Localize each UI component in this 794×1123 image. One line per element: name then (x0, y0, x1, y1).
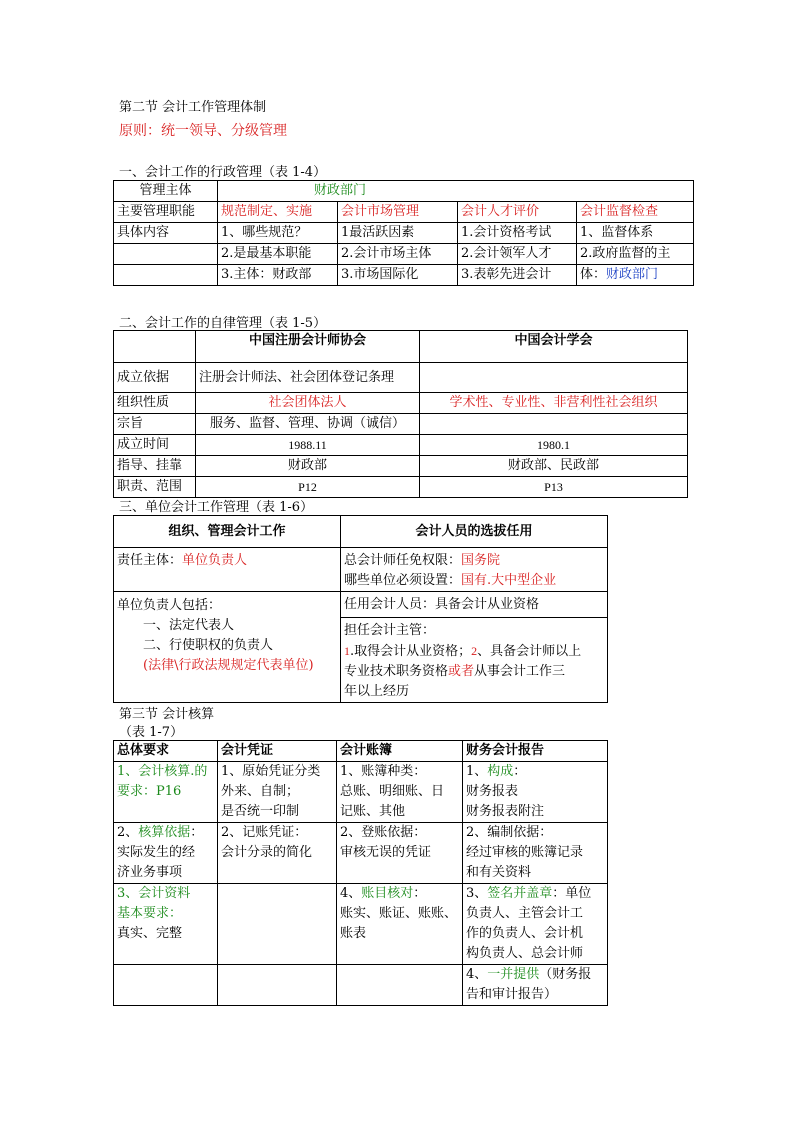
line: 财务报表附注 (466, 804, 545, 819)
keyword: 一并提供 (487, 967, 540, 982)
r2c3 (337, 823, 463, 884)
keyword: 构成 (487, 764, 514, 779)
table-cell: 1、监督体系 (577, 223, 694, 244)
basis-value: 注册会计师法、社会团体登记条理 (196, 363, 420, 393)
table-cell (114, 244, 218, 265)
head-organize: 组织、管理会计工作 (114, 516, 341, 548)
mgr-text: 年以上经历 (344, 684, 410, 699)
r1c3 (337, 762, 463, 823)
line: 总账、明细账、日 (340, 784, 445, 799)
line: 告和审计报告） (466, 987, 558, 1002)
duty-label: 主要管理职能 (114, 202, 218, 223)
which-value: 国有.大中型企业 (461, 573, 557, 588)
table-1-7-caption: （表 1-7） (119, 725, 184, 740)
r4c4 (463, 965, 608, 1006)
line: 账表 (340, 926, 367, 941)
scope-label: 职责、范围 (114, 477, 196, 498)
subject-value: 财政部门 (218, 181, 694, 202)
head-select: 会计人员的选拔任用 (341, 516, 608, 548)
which-label: 哪些单位必须设置： (344, 573, 462, 588)
table-1-4 (113, 180, 694, 286)
hire-cell: 任用会计人员：具备会计从业资格 (341, 592, 608, 618)
table-cell (420, 414, 688, 435)
resp-value: 单位负责人 (182, 553, 248, 568)
table-cell: 3.市场国际化 (338, 265, 458, 286)
line: 财务报表 (466, 784, 519, 799)
head-ledger: 会计账簿 (337, 741, 463, 762)
incl-title: 单位负责人包括： (117, 598, 222, 613)
scope-society: P13 (420, 477, 688, 498)
mgr-label: 担任会计主管： (344, 623, 436, 638)
r2c4 (463, 823, 608, 884)
subject-label: 管理主体 (114, 181, 218, 202)
keyword: 核算依据 (138, 825, 191, 840)
table-1-5 (113, 330, 688, 498)
r1c1 (114, 762, 218, 823)
table-cell: 3.主体：财政部 (218, 265, 338, 286)
r1c2 (218, 762, 337, 823)
duty-3: 会计人才评价 (458, 202, 577, 223)
r2c2 (218, 823, 337, 884)
num: 4、 (466, 967, 488, 982)
line: 1、账簿种类： (340, 764, 427, 779)
incl-item: 二、行使职权的负责人 (143, 638, 274, 653)
duty-4: 会计监督检查 (577, 202, 694, 223)
table-cell: 3.表彰先进会计 (458, 265, 577, 286)
table-cell: 2.是最基本职能 (218, 244, 338, 265)
mgr-text: .取得会计从业资格； (350, 644, 472, 659)
line: 审核无误的凭证 (340, 845, 432, 860)
guide-label: 指导、挂靠 (114, 456, 196, 477)
table-cell (114, 265, 218, 286)
table-cell (218, 884, 337, 965)
line: 济业务事项 (117, 865, 183, 880)
line: 2、记账凭证： (221, 825, 308, 840)
line: 2、编制依据： (466, 825, 553, 840)
chief-value: 国务院 (461, 553, 501, 568)
duty-2: 会计市场管理 (338, 202, 458, 223)
text: （财务报 (539, 967, 592, 982)
text: ： (413, 886, 427, 901)
r3c1 (114, 884, 218, 965)
time-society: 1980.1 (420, 435, 688, 456)
table-cell: 2.会计领军人才 (458, 244, 577, 265)
r1c4 (463, 762, 608, 823)
section2-title: 第二节 会计工作管理体制 (119, 100, 267, 115)
mgr-text: 、具备会计师以上 (477, 644, 582, 659)
keyword: 签名并盖章 (487, 886, 553, 901)
keyword: 账目核对 (361, 886, 414, 901)
mgr-text: 专业技术职务资格 (344, 664, 449, 679)
line: 2、登账依据： (340, 825, 427, 840)
aim-value: 服务、监督、管理、协调（诚信） (196, 414, 420, 435)
table-1-7 (113, 740, 608, 1006)
line: 会计分录的简化 (221, 845, 313, 860)
table-cell: 2.会计市场主体 (338, 244, 458, 265)
line: 1、原始凭证分类 (221, 764, 321, 779)
table-cell: 2.政府监督的主 (577, 244, 694, 265)
guide-society: 财政部、民政部 (420, 456, 688, 477)
table-cell (577, 265, 694, 286)
table-cell (420, 363, 688, 393)
num: 1、 (466, 764, 488, 779)
head-report: 财务会计报告 (463, 741, 608, 762)
line: 基本要求： (117, 906, 183, 921)
line: 1、会计核算.的 (117, 764, 208, 779)
table-1-4-caption: 一、会计工作的行政管理（表 1-4） (119, 165, 327, 180)
text: ：单位 (552, 886, 592, 901)
resp-cell (114, 548, 341, 592)
line: 账实、账证、账账、 (340, 906, 458, 921)
incl-cell (114, 592, 341, 703)
section3-title: 第三节 会计核算 (119, 707, 215, 722)
time-label: 成立时间 (114, 435, 196, 456)
text: ： (190, 825, 204, 840)
line: 实际发生的经 (117, 845, 196, 860)
chief-label: 总会计师任免权限： (344, 553, 462, 568)
line: 负责人、主管会计工 (466, 906, 584, 921)
head-cpa: 中国注册会计师协会 (196, 331, 420, 363)
line: 3、会计资料 (117, 886, 191, 901)
mgr-text: 从事会计工作三 (474, 664, 566, 679)
num: 2、 (117, 825, 139, 840)
resp-label: 责任主体： (117, 553, 183, 568)
head-general: 总体要求 (114, 741, 218, 762)
table-cell (337, 965, 463, 1006)
incl-note: (法律\行政法规规定代表单位) (143, 658, 314, 673)
oversight-subject: 体： (580, 267, 607, 282)
chief-cell (341, 548, 608, 592)
line: 作的负责人、会计机 (466, 926, 584, 941)
num: 3、 (466, 886, 488, 901)
line: 是否统一印制 (221, 804, 300, 819)
nature-society: 学术性、专业性、非营利性社会组织 (420, 393, 688, 414)
duty-1: 规范制定、实施 (218, 202, 338, 223)
time-cpa: 1988.11 (196, 435, 420, 456)
line: 构负责人、总会计师 (466, 946, 584, 961)
head-voucher: 会计凭证 (218, 741, 337, 762)
principle: 原则：统一领导、分级管理 (119, 123, 287, 139)
table-1-5-caption: 二、会计工作的自律管理（表 1-5） (119, 316, 327, 331)
basis-label: 成立依据 (114, 363, 196, 393)
mgr-or: 或者 (448, 664, 475, 679)
num: 4、 (340, 886, 362, 901)
line: 经过审核的账簿记录 (466, 845, 584, 860)
text: ： (513, 764, 527, 779)
scope-cpa: P12 (196, 477, 420, 498)
nature-label: 组织性质 (114, 393, 196, 414)
table-1-6-caption: 三、单位会计工作管理（表 1-6） (119, 500, 314, 515)
table-cell: 1最活跃因素 (338, 223, 458, 244)
r3c4 (463, 884, 608, 965)
r3c3 (337, 884, 463, 965)
table-cell (114, 965, 218, 1006)
table-cell: 1、哪些规范？ (218, 223, 338, 244)
line: 和有关资料 (466, 865, 532, 880)
guide-cpa: 财政部 (196, 456, 420, 477)
line: 要求：P16 (117, 784, 182, 799)
mgr-num: 2 (471, 644, 478, 658)
table-cell (114, 331, 196, 363)
line: 记账、其他 (340, 804, 406, 819)
table-cell: 1.会计资格考试 (458, 223, 577, 244)
aim-label: 宗旨 (114, 414, 196, 435)
nature-cpa: 社会团体法人 (196, 393, 420, 414)
incl-item: 一、法定代表人 (143, 618, 235, 633)
content-label: 具体内容 (114, 223, 218, 244)
table-1-6 (113, 515, 608, 703)
mgr-cell (341, 618, 608, 703)
line: 外来、自制； (221, 784, 300, 799)
mgr-num: 1 (344, 644, 350, 658)
table-cell (218, 965, 337, 1006)
line: 真实、完整 (117, 926, 183, 941)
head-society: 中国会计学会 (420, 331, 688, 363)
r2c1 (114, 823, 218, 884)
oversight-subject-value: 财政部门 (606, 267, 659, 282)
